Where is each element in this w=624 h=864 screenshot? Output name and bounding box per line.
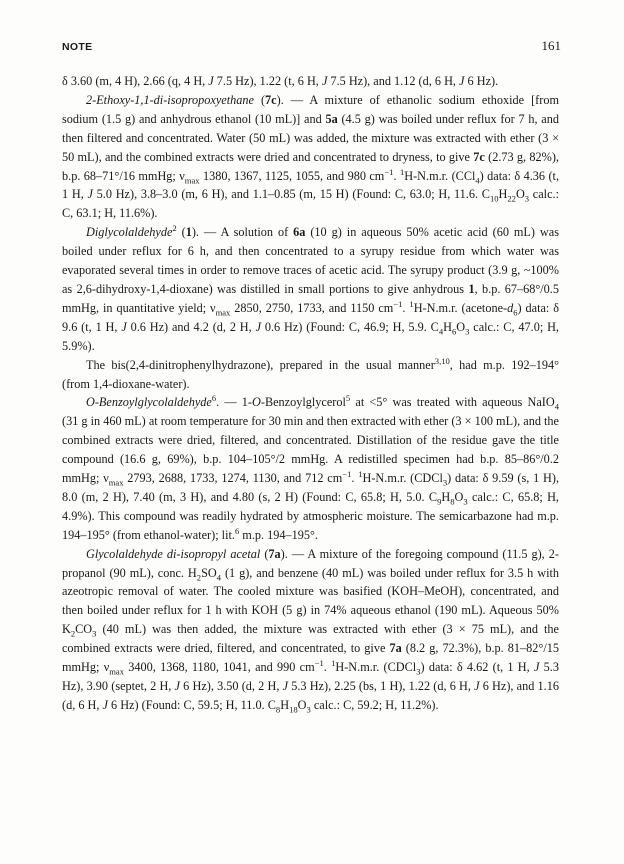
text-run: 7c [473,149,485,164]
text-run: calc.: C, 65.8; H, 4.9%). This compound was readily hydrated by atmospheric moisture. The semicarbazone had m.p. 194–195° (from ethanol-water); lit. [62,489,559,542]
text-run: 3 [306,704,311,715]
text-run: ( [260,546,269,561]
text-run: H [441,489,451,504]
text-run: 22 [507,193,516,204]
text-run: 5.3 Hz), 3.90 (septet, 2 H, [62,660,559,693]
text-run: 6 [211,393,217,404]
text-run: Glycolaldehyde di-isopropyl acetal [86,546,261,561]
text-run: J [208,74,214,88]
text-run: max [109,666,124,677]
text-run: 4 [554,401,559,412]
text-run: J [121,319,127,334]
text-run: 5.3 Hz), 2.25 (bs, 1 H), 1.22 (d, 6 H, [288,679,475,693]
text-run: calc.: C, 63.1; H, 11.6%). [62,187,559,221]
text-run: J [533,660,540,675]
text-run: H-N.m.r. (CCl [404,168,476,183]
text-run: 1 [409,298,414,309]
text-run: 6 [451,326,457,337]
text-run: 8 [275,704,281,715]
text-run: 1 [185,225,192,240]
text-run: 7a [389,641,402,656]
text-run: 3 [442,477,448,488]
text-run: 2-Ethoxy-1,1-di-isopropoxyethane [86,92,254,107]
text-run: 4 [438,326,444,337]
page-number: 161 [541,38,561,53]
text-run: −1 [384,166,394,177]
text-run: max [184,174,200,185]
text-run: 1 [399,166,405,177]
text-run: J [87,187,93,202]
text-run: . [393,168,400,183]
section-label: NOTE [62,41,93,53]
text-run: J [459,74,465,88]
text-run: O [252,395,261,410]
text-run: O [454,489,464,504]
text-run: ) data: δ 4.36 (t, 1 H, [62,168,560,202]
paragraph-diglycolaldehyde [62,223,559,355]
text-run: 7.5 Hz), 1.22 (t, 6 H, [213,74,322,88]
text-run: ) data: δ 4.62 (t, 1 H, [420,660,534,675]
text-run: 10 [489,193,499,204]
text-run: (8.2 g, 72.3%), b.p. 81–82°/15 mmHg; ν [62,641,559,675]
text-run: SO [201,565,217,580]
text-run: max [215,307,231,318]
text-run: The bis(2,4-dinitrophenylhydrazone), prepared in the usual manner [86,357,435,372]
text-run: -Benzoylglycerol [260,395,346,410]
text-run: 1 [331,658,336,669]
text-run: (4.5 g) was boiled under reflux for 7 h, and then filtered and concentrated. Water (50 mL) was added, the mixture was extracted with ether (3 × 50 mL), and the combined extracts were dried and concentrated to dryness, to give [62,111,559,164]
text-run: H [498,187,508,202]
text-run: 3 [524,193,530,204]
text-run: H-N.m.r. (CDCl [362,471,443,486]
running-header [62,38,561,54]
text-run: O [515,187,525,202]
text-run: (40 mL) was then added, the mixture was extracted with ether (3 × 75 mL), and the combined extracts were dried, filtered, and concentrated, to give [62,622,559,656]
text-run: 2793, 2688, 1733, 1274, 1130, and 712 cm [123,471,343,486]
spectral-data-continuation [62,72,559,91]
text-run: (1 g), and benzene (40 mL) was boiled under reflux for 3.5 h with azeotropic removal of water. The cooled mixture was basified (KOH–MeOH), concentrated, and then boiled under reflux for 1 h with KOH (5 g) in 74% aqueous ethanol (190 mL). Aqueous 50% K [62,565,560,637]
text-run: 0.6 Hz) and 4.2 (d, 2 H, [126,319,256,334]
text-run: ) data: δ 9.6 (t, 1 H, [62,300,560,334]
text-run: 4 [216,572,222,582]
text-run: 0.6 Hz) (Found: C, 46.9; H, 5.9. C [261,319,439,334]
text-run: 2 [196,572,202,582]
text-run: 1 [468,281,475,296]
text-run: 3 [465,326,470,337]
text-run: . [402,300,410,315]
text-run: H [280,697,290,712]
text-run: , b.p. 67–68°/0.5 mmHg, in quantitative yield; ν [62,281,559,315]
paragraph-benzoylglycolaldehyde [62,393,559,544]
text-run: O [297,697,307,712]
text-run: 2850, 2750, 1733, and 1150 cm [230,300,394,315]
text-run: Diglycolaldehyde [86,225,173,240]
text-run: d [507,300,514,315]
text-run: 8 [450,496,455,507]
text-run: 6 Hz), and 1.16 (d, 6 H, [62,679,559,712]
text-run: 6 [234,525,240,536]
text-run: −1 [342,468,352,479]
paragraph-dinitrophenylhydrazone [62,356,559,394]
text-run: 3,10 [434,355,450,366]
text-run: ( [176,225,186,240]
text-run: J [474,679,480,693]
text-run: calc.: C, 47.0; H, 5.9%). [62,319,559,353]
text-run: 3 [416,666,421,677]
text-run: 9 [437,496,442,507]
text-run: J [102,697,108,712]
text-run: H [443,319,452,334]
text-run: , had m.p. 192–194° (from 1,4-dioxane-water). [62,357,559,391]
text-run: 5 [345,393,351,404]
text-run: H-N.m.r. (acetone- [413,300,508,315]
text-run: (31 g in 460 mL) at room temperature for 30 min and then extracted with ether (3 × 100 mL), and the combined extracts were dried, filtered, and concentrated. Distillation of the residue gave the title compound (16.6 g, 69%), b.p. 104–105°/2 mmHg. A redistilled specimen had b.p. 85–86°/0.2 mmHg; ν [62,414,559,486]
text-run: 18 [289,704,298,715]
text-run: ( [253,92,266,107]
text-run: m.p. 194–195°. [239,527,318,542]
text-run: 4 [475,174,480,185]
text-run: J [282,679,289,693]
text-run: 6 [513,307,518,318]
text-run: 3400, 1368, 1180, 1041, and 990 cm [123,660,315,675]
article-body [62,72,559,715]
text-run: calc.: C, 59.2; H, 11.2%). [310,697,439,712]
text-run: ). — A solution of [191,225,294,240]
text-run: (2.73 g, 82%), b.p. 68–71°/16 mmHg; ν [62,149,559,183]
text-run: O-Benzoylglycolaldehyde [86,395,212,410]
text-run: ). — A mixture of ethanolic sodium ethoxide [from sodium (1.5 g) and anhydrous ethanol (10 mL)] and [62,92,559,126]
text-run: . [351,471,359,486]
paragraph-ethoxy-di-isopropoxyethane [62,91,559,223]
text-run: H-N.m.r. (CDCl [335,660,417,675]
text-run: . — 1- [216,395,253,410]
text-run: 1 [358,468,363,479]
text-run: 7.5 Hz), and 1.12 (d, 6 H, [327,74,460,88]
text-run: 5.0 Hz), 3.8–3.0 (m, 6 H), and 1.1–0.85 (m, 15 H) (Found: C, 63.0; H, 11.6. C [92,187,490,202]
text-run: O [456,319,466,334]
text-run: . [323,660,332,675]
text-run: 6 Hz), 3.50 (d, 2 H, [179,679,283,693]
text-run: 1380, 1367, 1125, 1055, and 980 cm [199,168,385,183]
text-run: 6a [293,225,306,240]
text-run: 5a [325,111,338,126]
text-run: 2 [70,628,76,639]
text-run: CO [75,622,93,637]
text-run: J [321,74,328,88]
text-run: J [255,319,261,334]
text-run: ). — A mixture of the foregoing compound (11.5 g), 2-propanol (90 mL), conc. H [62,546,559,580]
text-run: −1 [314,658,324,669]
text-run: ) data: δ 9.59 (s, 1 H), 8.0 (m, 2 H), 7.40 (m, 3 H), and 4.80 (s, 2 H) (Found: C, 65.8; H, 5.0. C [62,471,560,504]
paragraph-glycolaldehyde-acetal [62,545,559,715]
text-run: δ 3.60 (m, 4 H), 2.66 (q, 4 H, [62,74,209,88]
text-run: (10 g) in aqueous 50% acetic acid (60 mL) was boiled under reflux for 6 h, and then concentrated to a syrupy residue from which water was evaporated several times in order to remove traces of acetic acid. The syrupy product (3.9 g, ~100% as 2,6-dihydroxy-1,4-dioxane) was distilled in small portions to give anhydrous [62,225,559,296]
text-run: at <5° was treated with aqueous NaIO [350,395,555,410]
text-run: −1 [393,298,403,309]
text-run: J [174,679,180,693]
text-run: 6 Hz). [464,74,499,88]
text-run: max [108,477,124,488]
text-run: 7a [268,546,281,561]
text-run: 7c [265,92,277,107]
text-run: 3 [463,496,468,507]
text-run: 2 [172,223,177,234]
text-run: 6 Hz) (Found: C, 59.5; H, 11.0. C [107,697,276,712]
text-run: 3 [92,628,97,639]
